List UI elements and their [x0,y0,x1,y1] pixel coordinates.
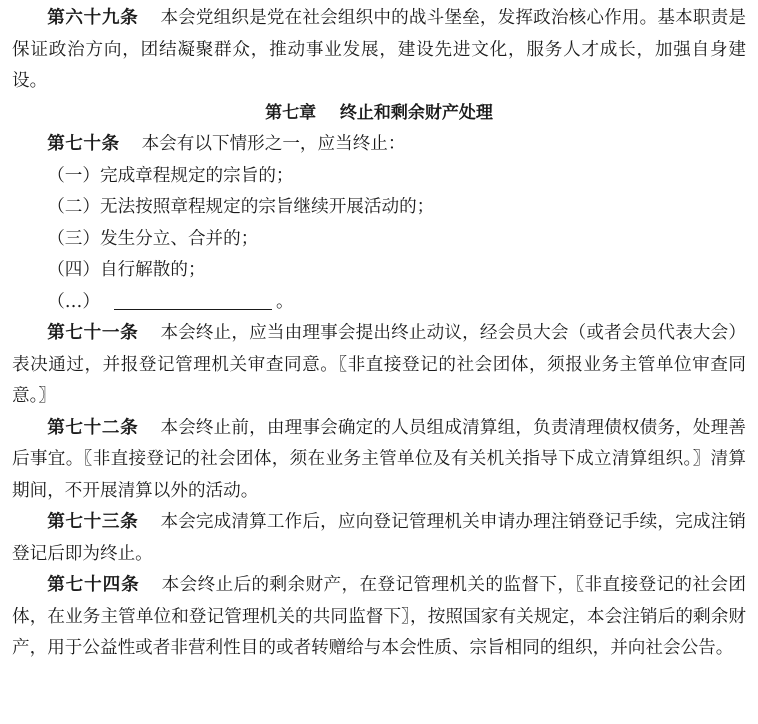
article-number: 第六十九条 [47,8,139,28]
article-number: 第七十四条 [47,575,140,595]
article-72 [12,413,746,508]
article-number: 第七十一条 [47,323,139,343]
list-item: （二）无法按照章程规定的宗旨继续开展活动的； [47,197,435,217]
article-body: 本会终止后的剩余财产，在登记管理机关的监督下，〖非直接登记的社会团体，在业务主管单位和登记管理机关的共同监督下〗，按照国家有关规定，本会注销后的剩余财产，用于公益性或者非营利性目的或者转赠给与本会性质、宗旨相同的组织，并向社会公告。 [12,575,746,658]
article-73 [12,507,746,570]
chapter-number: 第七章 [265,102,317,123]
article-74 [12,570,746,665]
list-item-blank [12,287,746,319]
article-body: 本会终止，应当由理事会提出终止动议，经会员大会（或者会员代表大会）表决通过，并报登记管理机关审查同意。〖非直接登记的社会团体，须报业务主管单位审查同意。〗 [12,323,746,406]
list-item: （三）发生分立、合并的； [47,228,259,249]
chapter-title: 终止和剩余财产处理 [339,102,493,123]
list-item: （四）自行解散的； [47,260,206,280]
article-number: 第七十条 [47,134,120,154]
article-body: 本会终止前，由理事会确定的人员组成清算组，负责清理债权债务，处理善后事宜。〖非直接登记的社会团体，须在业务主管单位及有关机关指导下成立清算组织。〗清算期间，不开展清算以外的活动。 [12,417,746,501]
chapter-heading [12,98,746,130]
article-body: 本会完成清算工作后，应向登记管理机关申请办理注销登记手续，完成注销登记后即为终止。 [12,512,746,564]
article-69 [12,3,746,98]
fill-in-blank [114,291,272,310]
article-number: 第七十三条 [47,512,139,532]
article-body: 本会有以下情形之一，应当终止： [141,134,406,154]
blank-suffix: 。 [275,291,294,312]
article-body: 本会党组织是党在社会组织中的战斗堡垒，发挥政治核心作用。基本职责是保证政治方向，团结凝聚群众，推动事业发展，建设先进文化，服务人才成长，加强自身建设。 [12,8,746,91]
article-71 [12,318,746,413]
article-number: 第七十二条 [47,417,139,438]
list-item: （一）完成章程规定的宗旨的； [47,165,294,186]
article-70 [12,129,746,161]
blank-prefix: （…） [47,291,100,312]
